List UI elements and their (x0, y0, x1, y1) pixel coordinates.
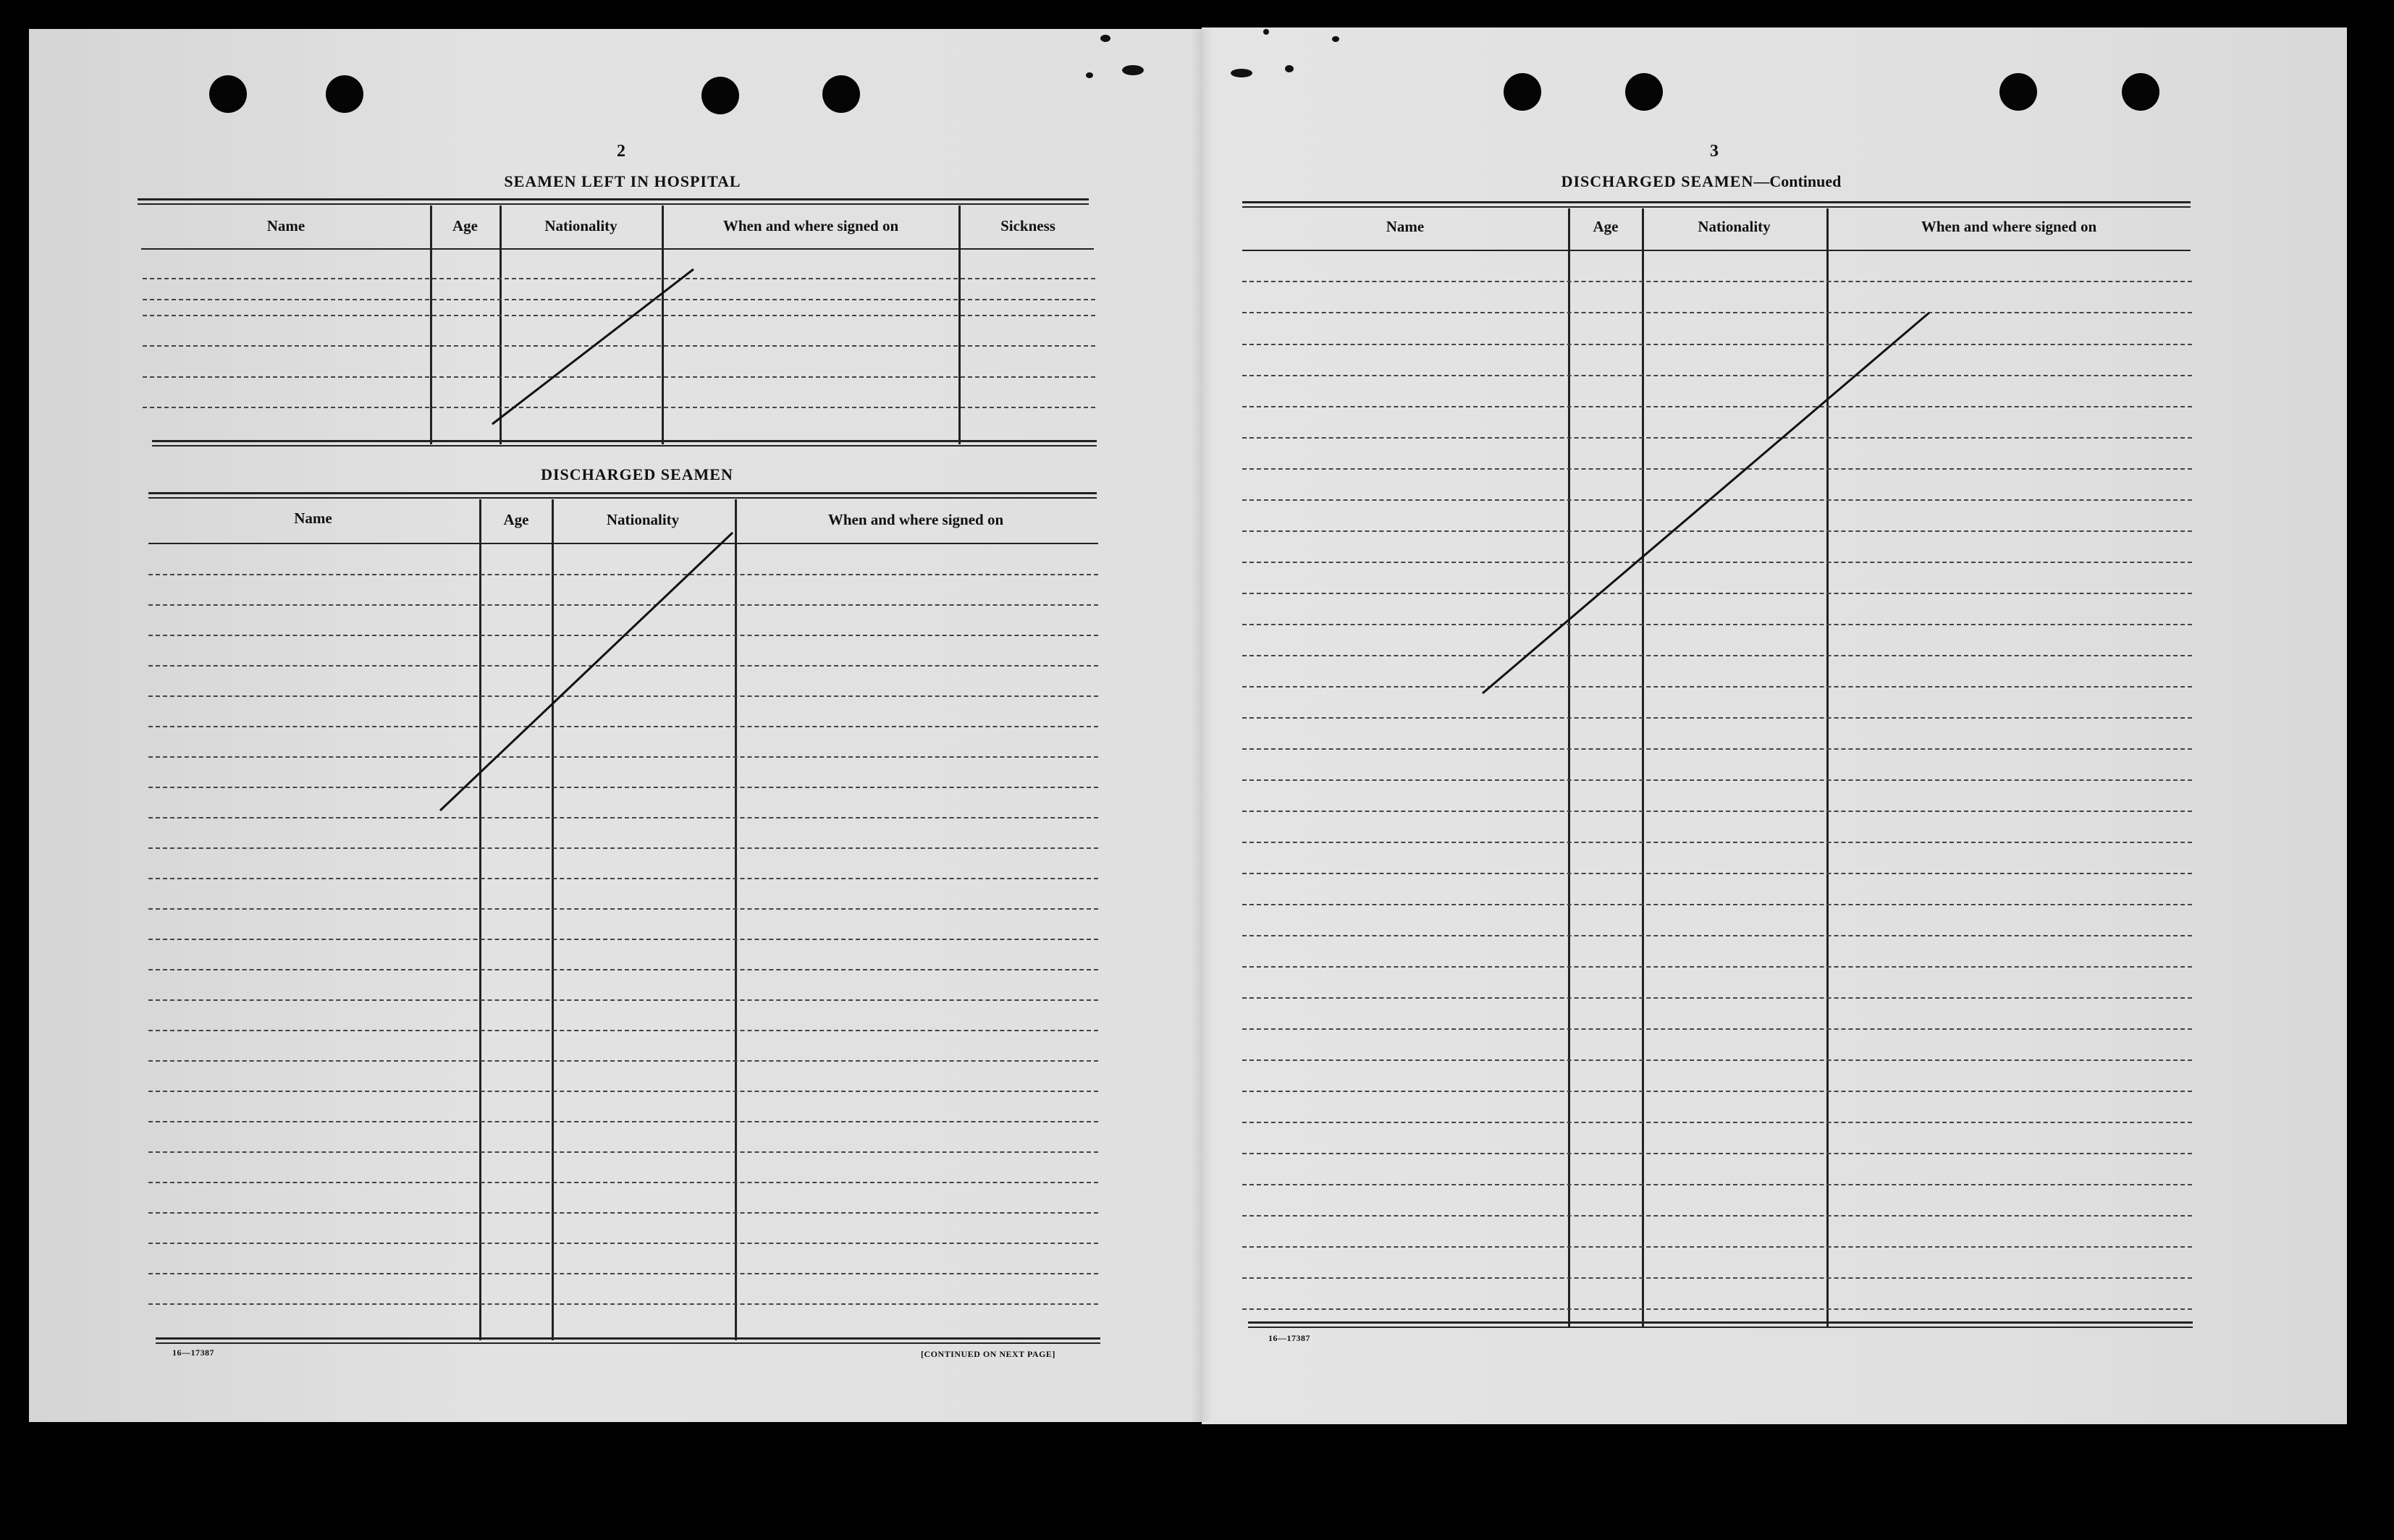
form-number: 16—17387 (1268, 1333, 1310, 1343)
section-title-discharged: DISCHARGED SEAMEN (541, 465, 733, 483)
section-title-hospital: SEAMEN LEFT IN HOSPITAL (504, 172, 741, 190)
col-header-when-where: When and where signed on (827, 511, 1004, 528)
page-number: 2 (617, 142, 625, 161)
col-header-sickness: Sickness (1000, 217, 1055, 234)
col-header-nationality: Nationality (1698, 218, 1771, 235)
col-header-when-where: When and where signed on (722, 217, 899, 234)
section-title-main: DISCHARGED SEAMEN (1561, 172, 1754, 190)
section-title-suffix: —Continued (1753, 172, 1842, 190)
continued-note: [CONTINUED ON NEXT PAGE] (921, 1349, 1055, 1359)
page-number: 3 (1710, 142, 1719, 161)
col-header-name: Name (294, 509, 332, 527)
col-header-name: Name (266, 217, 305, 234)
col-header-name: Name (1386, 218, 1425, 235)
col-header-nationality: Nationality (544, 217, 618, 234)
form-number: 16—17387 (172, 1348, 214, 1358)
col-header-when-where: When and where signed on (1921, 218, 2097, 235)
col-header-age: Age (503, 511, 529, 528)
col-header-nationality: Nationality (606, 511, 680, 528)
col-header-age: Age (452, 217, 478, 234)
col-header-age: Age (1593, 218, 1619, 235)
